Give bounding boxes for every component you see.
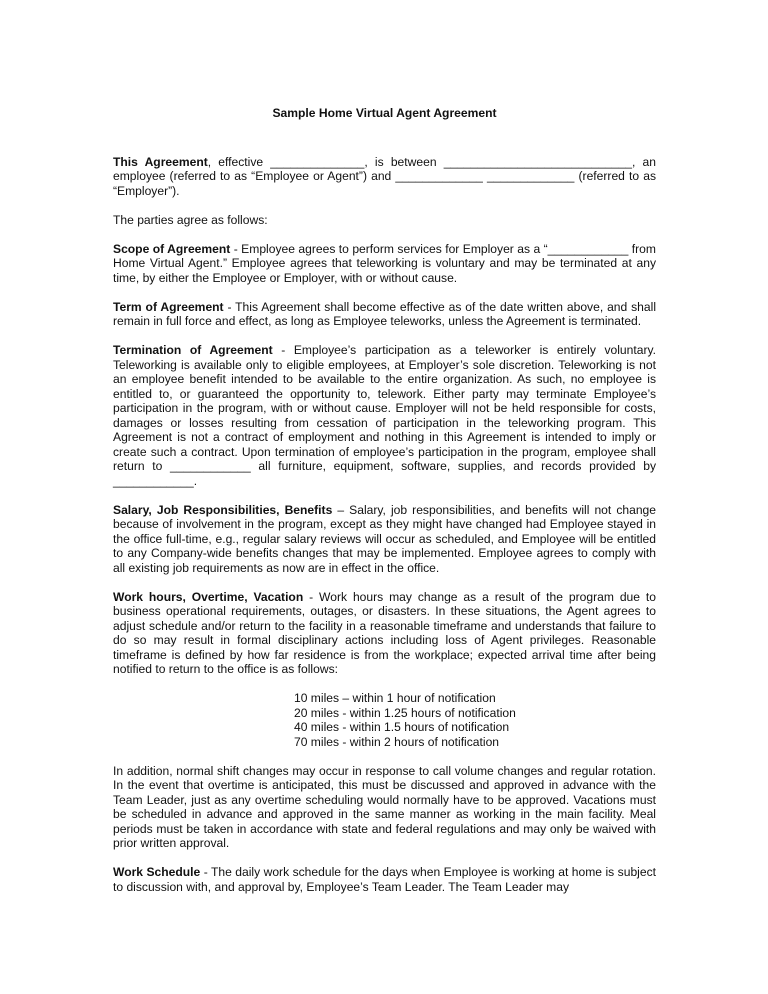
work-schedule-text: - The daily work schedule for the days when Employee is working at home is subject to discussion with, and approval by, Employee’s Team Leader. The Team Leader may [113, 865, 656, 894]
termination-heading: Termination of Agreement [113, 343, 273, 357]
term-section [113, 300, 656, 329]
intro-heading: This Agreement [113, 154, 208, 169]
salary-heading: Salary, Job Responsibilities, Benefits [113, 502, 333, 517]
scope-heading: Scope of Agreement [113, 241, 231, 256]
termination-text: - Employee’s participation as a teleworker is entirely voluntary. Teleworking is available only to eligible employees, at Employer’s sole discretion. Teleworking is not an employee benefit intended to be available to the entire organization. As such, no employee is entitled to, or guaranteed the opportunity to, telework. Either party may terminate Employee’s participation in the program, with or without cause. Employer will not be held responsible for costs, damages or losses resulting from cessation of participation in the teleworking program. This Agreement is not a contract of employment and nothing in this Agreement is intended to imply or create such a contract. Upon termination of employee’s participation in the program, employee shall return to ____________ all furniture, equipment, software, supplies, and records provided by ____________. [113, 343, 657, 488]
work-hours-text: - Work hours may change as a result of the program due to business operational requirements, outages, or disasters. In these situations, the Agent agrees to adjust schedule and/or return to the facility in a reasonable timeframe and understands that failure to do so may result in formal disciplinary actions including loss of Agent privileges. Reasonable timeframe is defined by how far residence is from the workplace; expected arrival time after being notified to return to the office is as follows: [113, 589, 656, 676]
intro-text: , effective ______________, is between ____________________________, an employee (referred to as “Employee or Agent”) and _____________ _____________ (referred to as “Employer”). [113, 154, 656, 198]
work-schedule-section [113, 865, 656, 894]
work-schedule-heading: Work Schedule [113, 865, 201, 879]
shift-paragraph: In addition, normal shift changes may occur in response to call volume changes and regular rotation. In the event that overtime is anticipated, this must be discussed and approved in advance with the Team Leader, just as any overtime scheduling would normally have to be approved. Vacations must be scheduled in advance and approved in the same manner as working in the main facility. Meal periods must be taken in accordance with state and federal regulations and may only be waived with prior written approval. [113, 763, 656, 850]
distance-list [294, 691, 656, 749]
intro-paragraph [113, 155, 656, 199]
salary-text: – Salary, job responsibilities, and benefits will not change because of involvement in the program, except as they might have changed had Employee stayed in the office full-time, e.g., regular salary reviews will occur as scheduled, and Employee will be entitled to any Company-wide benefits changes that may be implemented. Employee agrees to comply with all existing job requirements as now are in effect in the office. [113, 502, 657, 575]
distance-item: 40 miles - within 1.5 hours of notification [294, 720, 510, 734]
distance-item: 10 miles – within 1 hour of notification [294, 691, 496, 705]
document-page [113, 106, 656, 909]
document-title: Sample Home Virtual Agent Agreement [272, 106, 497, 120]
term-text: - This Agreement shall become effective as of the date written above, and shall remain in full force and effect, as long as Employee teleworks, unless the Agreement is terminated. [113, 299, 657, 328]
salary-section [113, 503, 656, 576]
work-hours-heading: Work hours, Overtime, Vacation [113, 589, 304, 604]
distance-item: 20 miles - within 1.25 hours of notification [294, 705, 516, 720]
parties-paragraph: The parties agree as follows: [113, 212, 268, 227]
scope-section [113, 242, 656, 286]
scope-text: - Employee agrees to perform services for Employer as a “____________ from Home Virtual Agent.” Employee agrees that teleworking is voluntary and may be terminated at any time, by either the Employee or Employer, with or without cause. [113, 241, 656, 285]
work-hours-section [113, 590, 656, 677]
term-heading: Term of Agreement [113, 299, 224, 314]
termination-section [113, 343, 656, 488]
distance-item: 70 miles - within 2 hours of notification [294, 734, 500, 749]
